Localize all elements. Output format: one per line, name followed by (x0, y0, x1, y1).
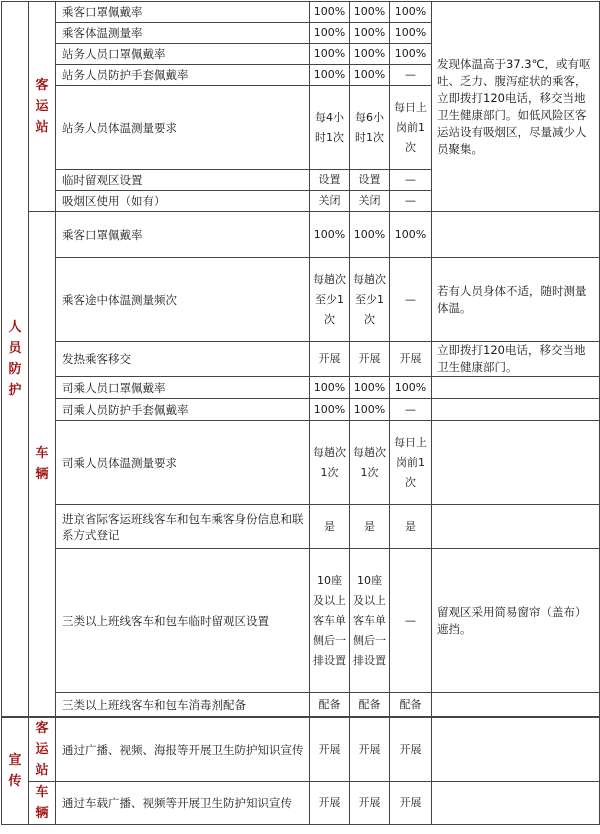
value-cell: 100% (390, 2, 432, 23)
value-cell: — (390, 170, 432, 191)
note-empty (432, 377, 600, 399)
value-cell: 10座及以上客车单侧后一排设置 (350, 549, 390, 693)
table-row (2, 2, 600, 23)
value-cell: 配备 (390, 693, 432, 717)
value-cell: 开展 (350, 782, 390, 825)
note-station: 发现体温高于37.3℃，或有呕吐、乏力、腹泻症状的乘客，立即拨打120电话，移交当地卫生健康部门。如低风险区客运站设有吸烟区，尽量减少人员聚集。 (432, 2, 600, 212)
table-row (2, 212, 600, 258)
value-cell: 开展 (390, 342, 432, 377)
note-vehicle-temp: 若有人员身体不适，随时测量体温。 (432, 258, 600, 342)
subcategory-vehicle: 车辆 (29, 212, 56, 717)
note-empty (432, 399, 600, 421)
value-cell: 每趟次至少1次 (350, 258, 390, 342)
value-cell: 每日上岗前1次 (390, 421, 432, 505)
value-cell: 100% (390, 23, 432, 44)
value-cell: 是 (310, 505, 350, 549)
note-empty (432, 782, 600, 825)
value-cell: 100% (310, 23, 350, 44)
table-row (2, 421, 600, 505)
value-cell: 设置 (350, 170, 390, 191)
note-empty (432, 212, 600, 258)
table-row (2, 549, 600, 693)
note-empty (432, 693, 600, 717)
item-label: 通过广播、视频、海报等开展卫生防护知识宣传 (56, 718, 310, 782)
subcategory-vehicle-publicity: 车辆 (29, 782, 56, 825)
note-vehicle-fever: 立即拨打120电话，移交当地卫生健康部门。 (432, 342, 600, 377)
value-cell: 100% (350, 23, 390, 44)
item-label: 三类以上班线客车和包车临时留观区设置 (56, 549, 310, 693)
value-cell: 开展 (390, 718, 432, 782)
category-personnel-protection: 人员防护 (2, 2, 29, 717)
value-cell: 100% (310, 399, 350, 421)
value-cell: 100% (310, 212, 350, 258)
item-label: 司乘人员体温测量要求 (56, 421, 310, 505)
value-cell: 配备 (310, 693, 350, 717)
item-label: 乘客途中体温测量频次 (56, 258, 310, 342)
item-label: 司乘人员口罩佩戴率 (56, 377, 310, 399)
value-cell: 是 (390, 505, 432, 549)
value-cell: 100% (350, 377, 390, 399)
item-label: 吸烟区使用（如有） (56, 191, 310, 212)
item-label: 乘客口罩佩戴率 (56, 212, 310, 258)
value-cell: 100% (310, 65, 350, 86)
value-cell: 每趟次至少1次 (310, 258, 350, 342)
publicity-table (1, 717, 600, 825)
note-empty (432, 505, 600, 549)
value-cell: 100% (310, 2, 350, 23)
value-cell: 关闭 (350, 191, 390, 212)
category-publicity: 宣传 (2, 718, 29, 825)
table-row (2, 342, 600, 377)
value-cell: 100% (350, 65, 390, 86)
value-cell: — (390, 191, 432, 212)
item-label: 进京省际客运班线客车和包车乘客身份信息和联系方式登记 (56, 505, 310, 549)
value-cell: 100% (390, 44, 432, 65)
item-label: 站务人员防护手套佩戴率 (56, 65, 310, 86)
item-label: 三类以上班线客车和包车消毒剂配备 (56, 693, 310, 717)
value-cell: 100% (350, 212, 390, 258)
item-label: 乘客体温测量率 (56, 23, 310, 44)
value-cell: — (390, 399, 432, 421)
value-cell: 开展 (350, 718, 390, 782)
value-cell: — (390, 65, 432, 86)
value-cell: 关闭 (310, 191, 350, 212)
item-label: 站务人员体温测量要求 (56, 86, 310, 170)
item-label: 临时留观区设置 (56, 170, 310, 191)
item-label: 乘客口罩佩戴率 (56, 2, 310, 23)
value-cell: 每趟次1次 (350, 421, 390, 505)
item-label: 通过车载广播、视频等开展卫生防护知识宣传 (56, 782, 310, 825)
subcategory-station: 客运站 (29, 2, 56, 212)
value-cell: 每趟次1次 (310, 421, 350, 505)
item-label: 发热乘客移交 (56, 342, 310, 377)
value-cell: 开展 (350, 342, 390, 377)
value-cell: 每日上岗前1次 (390, 86, 432, 170)
item-label: 司乘人员防护手套佩戴率 (56, 399, 310, 421)
value-cell: 开展 (310, 718, 350, 782)
value-cell: 100% (350, 44, 390, 65)
value-cell: 100% (350, 399, 390, 421)
table-row (2, 782, 600, 825)
value-cell: 每6小时1次 (350, 86, 390, 170)
value-cell: 每4小时1次 (310, 86, 350, 170)
table-row (2, 505, 600, 549)
value-cell: 开展 (310, 782, 350, 825)
value-cell: 100% (310, 377, 350, 399)
note-empty (432, 421, 600, 505)
table-row (2, 399, 600, 421)
value-cell: 开展 (310, 342, 350, 377)
value-cell: 是 (350, 505, 390, 549)
value-cell: — (390, 258, 432, 342)
value-cell: 配备 (350, 693, 390, 717)
value-cell: — (390, 549, 432, 693)
value-cell: 设置 (310, 170, 350, 191)
value-cell: 100% (390, 377, 432, 399)
table-row (2, 377, 600, 399)
table-row (2, 718, 600, 782)
epidemic-protection-table (1, 1, 600, 717)
value-cell: 10座及以上客车单侧后一排设置 (310, 549, 350, 693)
item-label: 站务人员口罩佩戴率 (56, 44, 310, 65)
value-cell: 开展 (390, 782, 432, 825)
note-empty (432, 718, 600, 782)
table-row (2, 693, 600, 717)
table-row (2, 258, 600, 342)
value-cell: 100% (310, 44, 350, 65)
value-cell: 100% (350, 2, 390, 23)
subcategory-station-publicity: 客运站 (29, 718, 56, 782)
value-cell: 100% (390, 212, 432, 258)
note-vehicle-observe: 留观区采用简易窗帘（盖布）遮挡。 (432, 549, 600, 693)
